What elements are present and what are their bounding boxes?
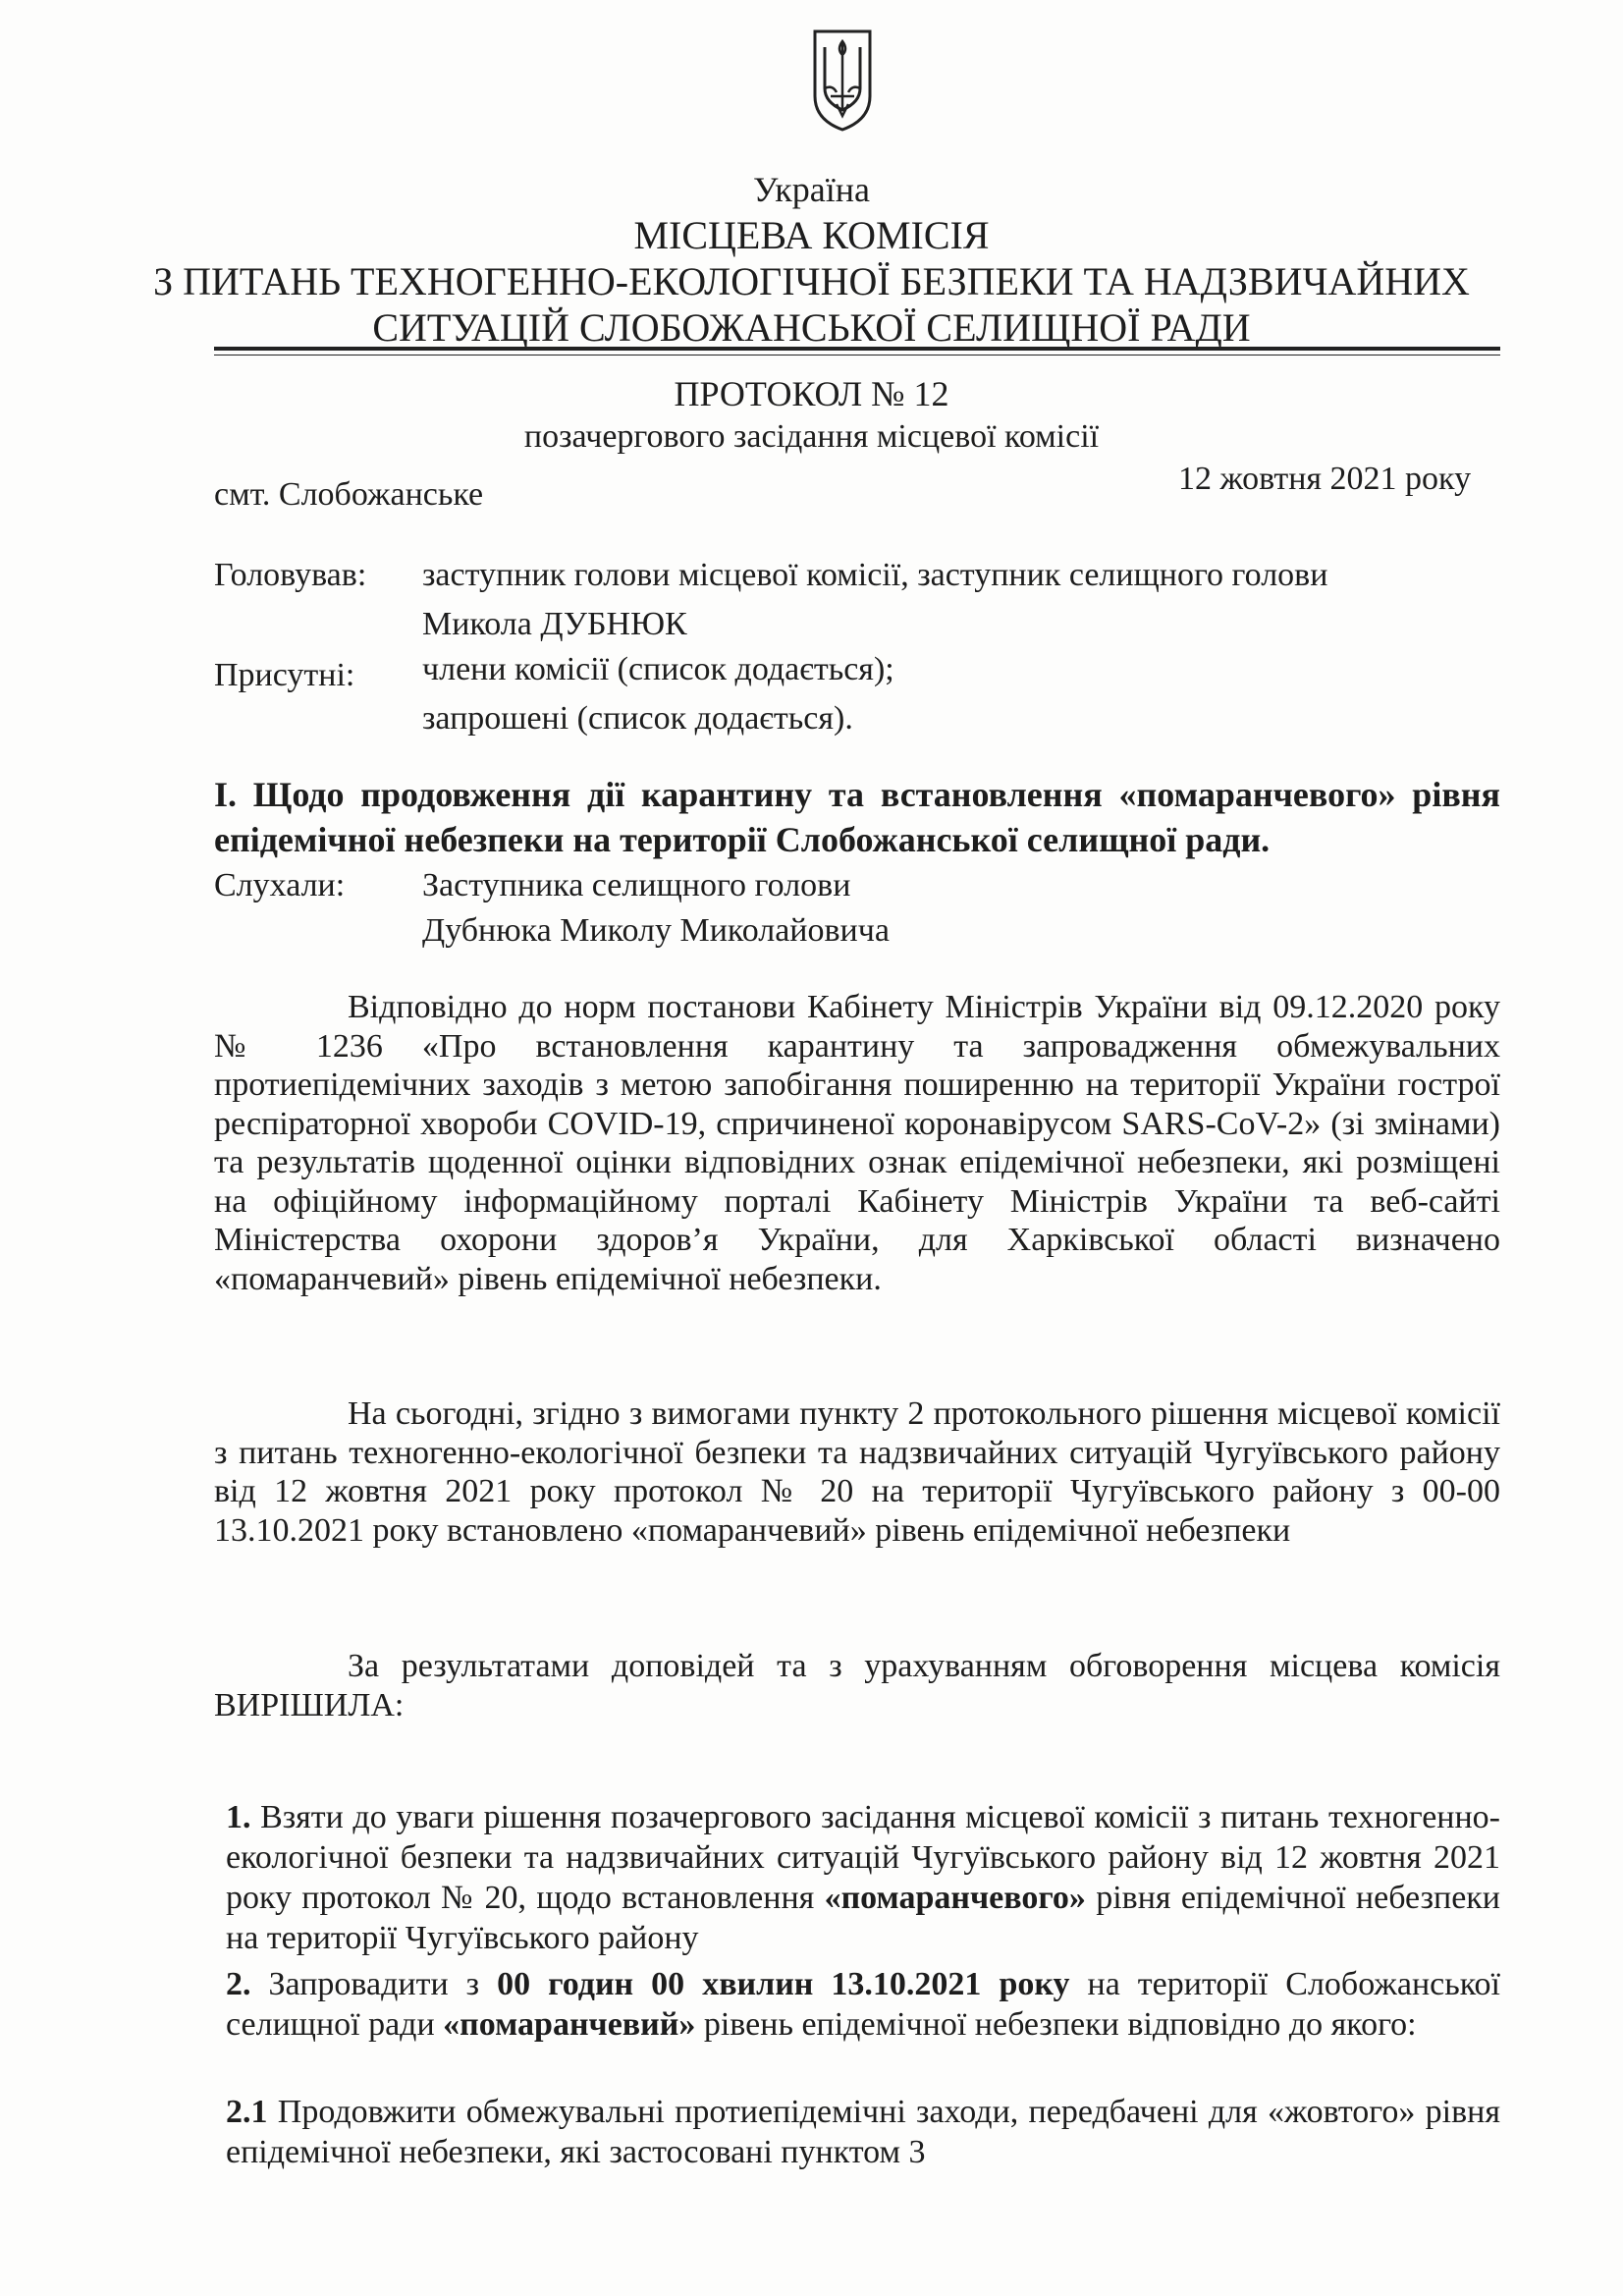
decision-item-2-1-number: 2.1 <box>226 2094 268 2130</box>
country-name: Україна <box>752 170 871 209</box>
decision-item-2-1-text: Продовжити обмежувальні протиепідемічні заходи, передбачені для «жовтого» рівня епідемічної небезпеки, які застосовані пунктом 3 <box>226 2094 1500 2170</box>
organization-line-1: МІСЦЕВА КОМІСІЯ <box>633 213 990 257</box>
decision-item-2-bold-time: 00 годин 00 хвилин 13.10.2021 року <box>497 1966 1070 2002</box>
decision-item-1 <box>226 1797 1500 1958</box>
decision-item-1-number: 1. <box>226 1799 251 1835</box>
present-label: Присутні: <box>214 657 355 693</box>
present-members: члени комісії (список додається); <box>422 651 894 687</box>
protocol-title: ПРОТОКОЛ № 12 <box>674 374 949 413</box>
meeting-place: смт. Слобожанське <box>214 476 484 513</box>
decision-item-1-text-a: Взяти до уваги рішення позачергового засідання місцевої комісії з питань техногенно-екологічної безпеки та надзвичайних ситуацій Чугуївського району від 12 жовтня 2021 року протокол № 20, щодо встановлення <box>226 1799 1500 1916</box>
paragraph-district-decision: На сьогодні, згідно з вимогами пункту 2 протокольного рішення місцевої комісії з питань техногенно-екологічної безпеки та надзвичайних ситуацій Чугуївського району від 12 жовтня 2021 року протокол № 20 на території Чугуївського району з 00-00 13.10.2021 року встановлено «помаранчевий» рівень епідемічної небезпеки <box>214 1395 1500 1549</box>
organization-name <box>0 212 1623 351</box>
decision-item-2-bold-level: «помаранчевий» <box>443 2006 696 2043</box>
decision-item-2-text-a: Запровадити з <box>250 1966 498 2002</box>
decision-item-2-number: 2. <box>226 1966 251 2002</box>
meeting-date: 12 жовтня 2021 року <box>1178 461 1472 497</box>
paragraph-resolution-intro: За результатами доповідей та з урахуванням обговорення місцева комісія ВИРІШИЛА: <box>214 1648 1500 1723</box>
decision-item-1-text-b: рівня епідемічної небезпеки на території Чугуївського району <box>226 1880 1500 1956</box>
organization-line-3: СИТУАЦІЙ СЛОБОЖАНСЬКОЇ СЕЛИЩНОЇ РАДИ <box>372 305 1251 350</box>
header-divider-thick <box>214 347 1500 351</box>
decision-item-2-1 <box>226 2092 1500 2172</box>
chaired-name: Микола ДУБНЮК <box>422 606 687 642</box>
trident-coat-of-arms-icon <box>811 27 874 134</box>
heard-label: Слухали: <box>214 867 346 903</box>
present-invited: запрошені (список додається). <box>422 700 853 737</box>
decision-item-1-bold: «помаранчевого» <box>824 1880 1086 1916</box>
heard-speaker-role: Заступника селищного голови <box>422 867 851 903</box>
decision-item-2-text-c: рівень епідемічної небезпеки відповідно до якого: <box>695 2006 1417 2043</box>
section-1-heading: І. Щодо продовження дії карантину та встановлення «помаранчевого» рівня епідемічної небезпеки на території Слобожанської селищної ради. <box>214 775 1500 859</box>
chaired-role: заступник голови місцевої комісії, заступник селищного голови <box>422 557 1328 593</box>
decision-item-2-text-b: на території Слобожанської селищної ради <box>226 1966 1500 2043</box>
organization-line-2: З ПИТАНЬ ТЕХНОГЕННО-ЕКОЛОГІЧНОЇ БЕЗПЕКИ ТА НАДЗВИЧАЙНИХ <box>153 259 1470 303</box>
protocol-subtitle: позачергового засідання місцевої комісії <box>523 418 1100 455</box>
heard-speaker-name: Дубнюка Миколу Миколайовича <box>422 912 890 949</box>
decision-item-2 <box>226 1964 1500 2045</box>
paragraph-legal-basis: Відповідно до норм постанови Кабінету Міністрів України від 09.12.2020 року № 1236 «Про встановлення карантину та запровадження обмежувальних протиепідемічних заходів з метою запобігання поширенню на території України гострої респіраторної хвороби COVID-19, спричиненої коронавірусом SARS-CoV-2» (зі змінами) та результатів щоденної оцінки відповідних ознак епідемічної небезпеки, які розміщені на офіційному інформаційному порталі Кабінету Міністрів України та веб-сайті Міністерства охорони здоров’я України, для Харківської області визначено «помаранчевий» рівень епідемічної небезпеки. <box>214 989 1500 1297</box>
chaired-label: Головував: <box>214 557 367 593</box>
